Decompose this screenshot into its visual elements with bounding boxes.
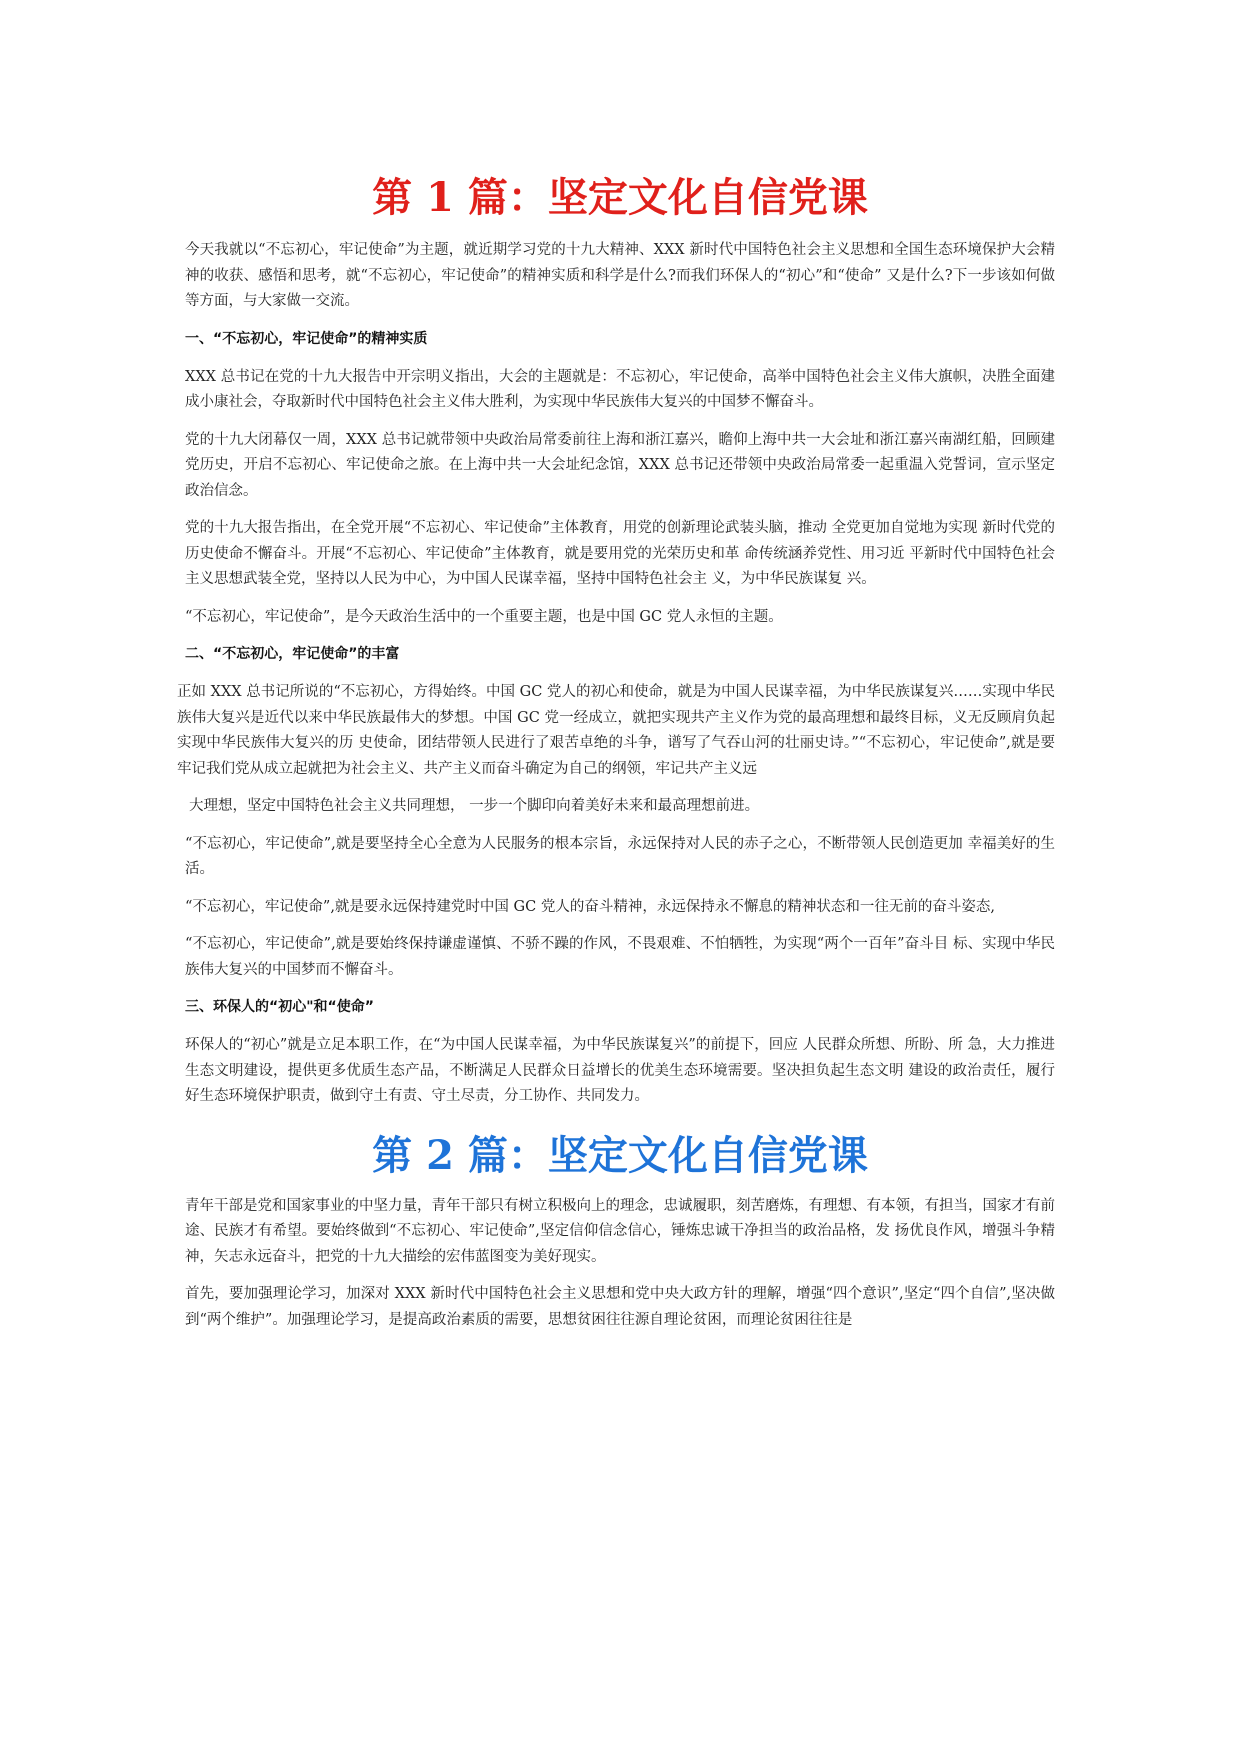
section-1-paragraph-2: 党的十九大闭幕仅一周，XXX 总书记就带领中央政治局常委前往上海和浙江嘉兴，瞻仰上海中共一大会址和浙江嘉兴南湖红船，回顾建党历史，开启不忘初心、牢记使命之旅。在上海中共一大会址纪念馆，XXX 总书记还带领中央政治局常委一起重温入党誓词，宣示坚定政治信念。 xyxy=(185,431,1055,499)
section-1-heading: 一、“不忘初心，牢记使命”的精神实质 xyxy=(185,330,428,347)
section-1-paragraph-3: 党的十九大报告指出，在全党开展“不忘初心、牢记使命”主体教育，用党的创新理论武装头脑，推动 全党更加自觉地为实现 新时代党的历史使命不懈奋斗。开展“不忘初心、牢记使命”主体教育，就是要用党的光荣历史和革 命传统涵养党性、用习近 平新时代中国特色社会主义思想武装全党，坚持以人民为中心，为中国人民谋幸福，坚持中国特色社会主 义，为中华民族谋复 兴。 xyxy=(185,520,1055,587)
section-3-heading: 三、环保人的“初心"和“使命” xyxy=(185,999,374,1015)
section-2-paragraph-5: “不忘初心，牢记使命”,就是要始终保持谦虚谨慎、不骄不躁的作风，不畏艰难、不怕牺牲，为实现“两个一百年”奋斗目 标、实现中华民族伟大复兴的中国梦而不懈奋斗。 xyxy=(185,936,1055,978)
article-2-paragraph-2: 首先，要加强理论学习，加深对 XXX 新时代中国特色社会主义思想和党中央大政方针的理解，增强“四个意识”,坚定“四个自信”,坚决做到“两个维护”。加强理论学习，是提高政治素质的需要，思想贫困往往源自理论贫困，而理论贫困往往是 xyxy=(185,1286,1055,1328)
section-2-heading: 二、“不忘初心，牢记使命”的丰富 xyxy=(185,646,400,662)
section-1-paragraph-4: “不忘初心，牢记使命”，是今天政治生活中的一个重要主题，也是中国 GC 党人永恒的主题。 xyxy=(185,608,783,625)
section-2-paragraph-2: 大理想，坚定中国特色社会主义共同理想， 一步一个脚印向着美好未来和最高理想前进。 xyxy=(189,798,760,814)
article-1-intro: 今天我就以“不忘初心，牢记使命”为主题，就近期学习党的十九大精神、XXX 新时代中国特色社会主义思想和全国生态环境保护大会精神的收获、感悟和思考，就“不忘初心，牢记使命”的精神实质和科学是什么?而我们环保人的“初心”和“使命” 又是什么?下一步该如何做等方面，与大家做一交流。 xyxy=(185,242,1055,309)
section-2-paragraph-3: “不忘初心，牢记使命”,就是要坚持全心全意为人民服务的根本宗旨，永远保持对人民的赤子之心，不断带领人民创造更加 幸福美好的生活。 xyxy=(185,835,1055,877)
section-1-paragraph-1: XXX 总书记在党的十九大报告中开宗明义指出，大会的主题就是：不忘初心，牢记使命，高举中国特色社会主义伟大旗帜，决胜全面建成小康社会，夺取新时代中国特色社会主义伟大胜利，为实现中华民族伟大复兴的中国梦不懈奋斗。 xyxy=(185,368,1055,410)
section-2-paragraph-1: 正如 XXX 总书记所说的“不忘初心，方得始终。中国 GC 党人的初心和使命，就是为中国人民谋幸福，为中华民族谋复兴……实现中华民族伟大复兴是近代以来中华民族最伟大的梦想。中国 GC 党一经成立，就把实现共产主义作为党的最高理想和最终目标，义无反顾肩负起实现中华民族伟大复兴的历 史使命，团结带领人民进行了艰苦卓绝的斗争，谱写了气吞山河的壮丽史诗。”“不忘初心，牢记使命”,就是要牢记我们党从成立起就把为社会主义、共产主义而奋斗确定为自己的纲领，牢记共产主义远 xyxy=(177,684,1055,777)
article-2-title: 第 2 篇：坚定文化自信党课 xyxy=(372,1131,868,1179)
article-2-paragraph-1: 青年干部是党和国家事业的中坚力量，青年干部只有树立积极向上的理念，忠诚履职，刻苦磨炼，有理想、有本领，有担当，国家才有前途、民族才有希望。要始终做到“不忘初心、牢记使命”,坚定信仰信念信心，锤炼忠诚干净担当的政治品格，发 扬优良作风，增强斗争精神，矢志永远奋斗，把党的十九大描绘的宏伟蓝图变为美好现实。 xyxy=(185,1197,1055,1265)
article-1-title: 第 1 篇：坚定文化自信党课 xyxy=(372,174,868,221)
section-3-paragraph-1: 环保人的“初心”就是立足本职工作，在“为中国人民谋幸福，为中华民族谋复兴”的前提下，回应 人民群众所想、所盼、所 急，大力推进生态文明建设，提供更多优质生态产品，不断满足人民群众日益增长的优美生态环境需要。坚决担负起生态文明 建设的政治责任，履行好生态环境保护职责，做到守土有责、守土尽责，分工协作、共同发力。 xyxy=(185,1037,1055,1104)
document-content xyxy=(177,170,1055,1345)
section-2-paragraph-4: “不忘初心，牢记使命”,就是要永远保持建党时中国 GC 党人的奋斗精神，永远保持永不懈息的精神状态和一往无前的奋斗姿态, xyxy=(185,898,995,915)
